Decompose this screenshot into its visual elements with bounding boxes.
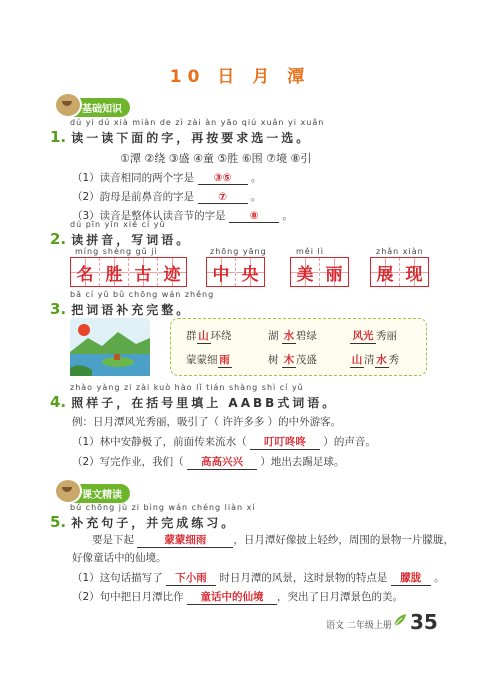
answer-blank[interactable]: ⑦ [198, 191, 248, 204]
answer-blank[interactable]: 下小雨 [166, 570, 216, 586]
word-grid [206, 257, 265, 287]
question-number: 4. [50, 393, 67, 411]
item-text: 蒙蒙细 [186, 354, 218, 366]
q3-row-1 [186, 328, 232, 344]
item-text: 秀丽 [376, 330, 397, 342]
leaf-icon [392, 612, 408, 632]
q2-pinyin: dú pīn yīn xiě cí yǔ [70, 220, 166, 229]
char-cell[interactable]: 丽 [320, 258, 348, 286]
passage-text: ，日月潭好像披上轻纱，周围的景物一片朦胧， [233, 534, 454, 546]
question-text: 照样子，在括号里填上 AABB式词语。 [71, 396, 338, 410]
question-text: 读拼音，写词语。 [71, 233, 192, 247]
q5-item-1 [72, 570, 445, 586]
section-badge [60, 98, 130, 117]
mascot-icon [54, 92, 82, 118]
item-text: （2）写完作业，我们（ [72, 456, 184, 468]
answer-blank[interactable]: 叮叮咚咚 [250, 434, 320, 450]
question-number: 5. [50, 513, 67, 531]
item-text: 树 [268, 354, 279, 366]
char-cell[interactable]: 美 [291, 258, 320, 286]
item-text: 群 [186, 330, 197, 342]
answer-blank[interactable]: 童话中的仙境 [187, 589, 277, 605]
char-cell[interactable]: 展 [371, 258, 400, 286]
char-cell[interactable]: 中 [207, 258, 236, 286]
q5-passage [92, 532, 454, 548]
section-header-reading [60, 484, 130, 503]
item-text: ）地出去踢足球。 [260, 456, 345, 468]
item-text: （1）林中安静极了，前面传来流水（ [72, 436, 247, 448]
page-number: 35 [410, 610, 438, 634]
footer-subject: 语文 二年级上册 [326, 621, 392, 631]
question-1 [50, 127, 311, 146]
item-text: 时日月潭的风景，这时景物的特点是 [219, 572, 388, 584]
word-grid [370, 257, 429, 287]
question-text: 补充句子，并完成练习。 [71, 516, 237, 530]
item-text: 湖 [268, 330, 279, 342]
answer-blank[interactable]: 山 [198, 330, 209, 342]
q4-pinyin: zhào yàng zi zài kuò hào lǐ tián shàng shì cí yǔ [70, 383, 304, 392]
item-text: 茂盛 [295, 354, 317, 366]
char-cell[interactable]: 央 [236, 258, 264, 286]
word-grid [290, 257, 349, 287]
lake-scene-icon [70, 318, 150, 376]
item-text: （2）韵母是前鼻音的字是 [72, 191, 195, 203]
answer-blank[interactable]: 木 [283, 354, 295, 366]
item-text: 碧绿 [295, 330, 317, 342]
q1-item-1 [72, 170, 261, 185]
item-text: （3）读音是整体认读音节的字是 [72, 210, 226, 222]
answer-blank[interactable]: 高高兴兴 [187, 454, 257, 470]
item-text: 。 [250, 172, 262, 184]
page-title: 10 日 月 潭 [169, 67, 311, 87]
word-pinyin: zhǎn xiàn [376, 247, 424, 256]
answer-blank[interactable]: 朦胧 [391, 570, 431, 586]
item-text: ，突出了日月潭景色的美。 [277, 591, 404, 603]
answer-blank[interactable]: 水 [283, 330, 295, 342]
char-cell[interactable]: 胜 [100, 258, 129, 286]
section-badge [60, 484, 130, 503]
q3-pinyin: bǎ cí yǔ bǔ chōng wán zhěng [70, 290, 215, 299]
question-3 [50, 299, 191, 318]
section-label: 课文精读 [82, 490, 122, 501]
answer-blank[interactable]: 雨 [219, 354, 230, 366]
mascot-icon [54, 478, 82, 504]
item-text: 。 [282, 210, 293, 222]
q1-options: ①潭 ②绕 ③盛 ④童 ⑤胜 ⑥围 ⑦境 ⑧引 [120, 152, 312, 165]
question-number: 2. [50, 230, 67, 248]
question-number: 1. [50, 128, 67, 146]
lake-illustration [70, 318, 150, 376]
item-text: （1）这句话描写了 [72, 572, 163, 584]
answer-blank[interactable]: 蒙蒙细雨 [137, 532, 233, 548]
item-text: ）的声音。 [323, 436, 376, 448]
char-cell[interactable]: 现 [400, 258, 428, 286]
q5-passage-line2: 好像童话中的仙境。 [72, 552, 167, 564]
item-text: 。 [250, 191, 262, 203]
question-5 [50, 512, 236, 531]
section-header-basics [60, 98, 130, 117]
q1-pinyin: dú yi dú xià miàn de zì zài àn yāo qiú xuǎn yi xuǎn [70, 118, 325, 127]
section-label: 基础知识 [82, 104, 122, 115]
char-cell[interactable]: 迹 [158, 258, 186, 286]
item-text: （1）读音相同的两个字是 [72, 172, 195, 184]
char-cell[interactable]: 名 [71, 258, 100, 286]
answer-blank[interactable]: 风光 [350, 328, 376, 344]
question-4 [50, 392, 337, 411]
question-2 [50, 229, 191, 248]
q5-item-2 [72, 589, 403, 605]
item-text: 环绕 [210, 330, 232, 342]
answer-blank[interactable]: 山 [351, 354, 363, 366]
question-text: 读一读下面的字，再按要求选一选。 [71, 131, 312, 145]
q3-row-2-c [350, 352, 399, 368]
item-text: 。 [434, 572, 445, 584]
word-pinyin: míng shèng gǔ jì [75, 247, 158, 256]
q3-row-2 [186, 352, 232, 368]
word-pinyin: měi lì [296, 247, 324, 256]
answer-blank[interactable]: 水 [376, 354, 387, 366]
q5-pinyin: bǔ chōng jù zi bìng wán chéng liàn xí [70, 503, 256, 512]
word-pinyin: zhōng yāng [210, 247, 267, 256]
answer-blank[interactable]: ③⑤ [198, 172, 248, 185]
passage-text: 要是下起 [92, 534, 134, 546]
q3-row-2-b [268, 352, 317, 368]
question-number: 3. [50, 300, 67, 318]
q4-example: 例：日月潭风光秀丽，吸引了（ 许许多多 ）的中外游客。 [72, 416, 342, 428]
q4-item-2 [72, 454, 344, 470]
char-cell[interactable]: 古 [129, 258, 158, 286]
q4-item-1 [72, 434, 376, 450]
answer-blank[interactable]: ⑧ [229, 210, 279, 223]
item-text: 秀 [388, 354, 399, 366]
q1-item-2 [72, 189, 261, 204]
question-text: 把词语补充完整。 [71, 303, 192, 317]
word-grid [70, 257, 187, 287]
item-text: （2）句中把日月潭比作 [72, 591, 184, 603]
q3-row-1-c [350, 328, 397, 344]
q3-row-1-b [268, 328, 317, 344]
item-text: 清 [364, 354, 375, 366]
